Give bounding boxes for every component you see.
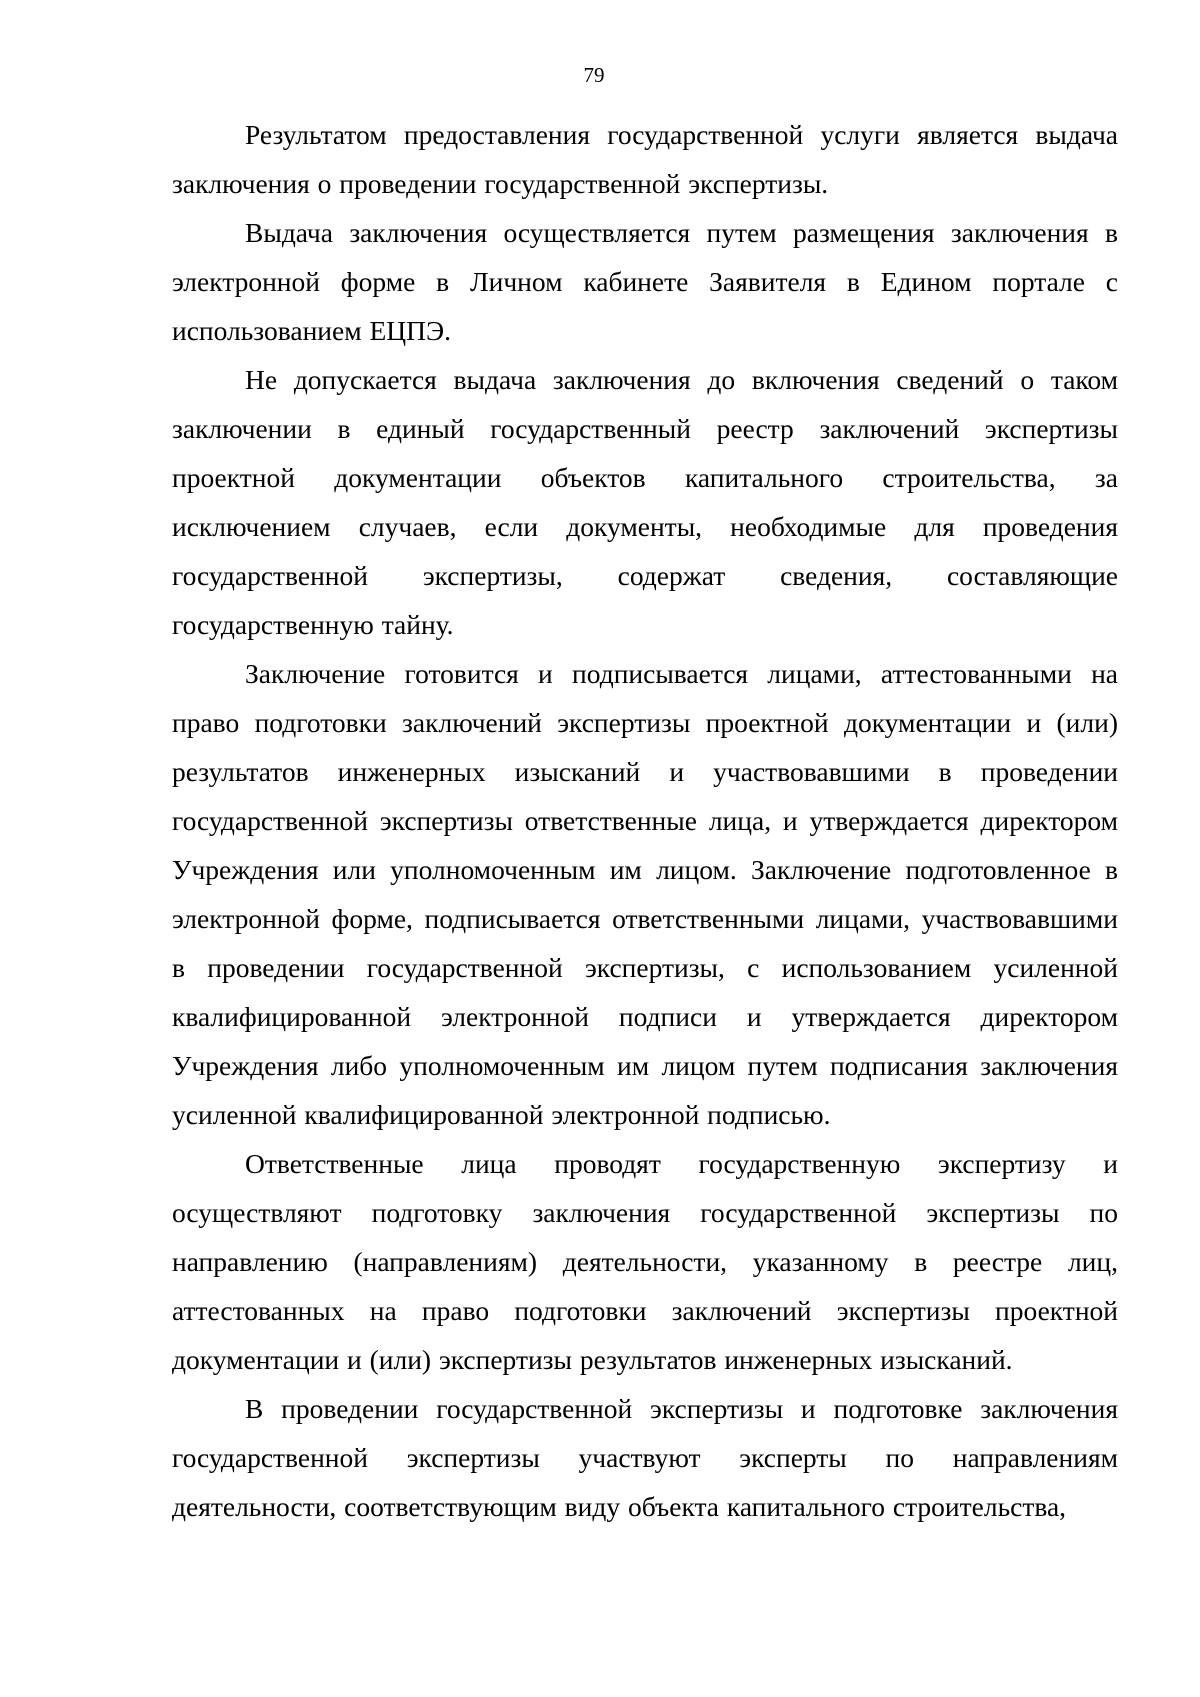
paragraph-issuance: Выдача заключения осуществляется путем размещения заключения в электронной форме в Личном кабинете Заявителя в Едином портале с использованием ЕЦПЭ.	[172, 217, 1118, 346]
paragraph-responsible-persons: Ответственные лица проводят государственную экспертизу и осуществляют подготовку заключения государственной экспертизы по направлению (направлениям) деятельности, указанному в реестре лиц, аттестованных на право подготовки заключений экспертизы проектной документации и (или) экспертизы результатов инженерных изысканий.	[172, 1148, 1118, 1375]
document-body	[172, 110, 1118, 1531]
page-number: 79	[583, 63, 605, 87]
paragraph-signing: Заключение готовится и подписывается лицами, аттестованными на право подготовки заключений экспертизы проектной документации и (или) результатов инженерных изысканий и участвовавшими в проведении государственной экспертизы ответственные лица, и утверждается директором Учреждения или уполномоченным им лицом. Заключение подготовленное в электронной форме, подписывается ответственными лицами, участвовавшими в проведении государственной экспертизы, с использованием усиленной квалифицированной электронной подписи и утверждается директором Учреждения либо уполномоченным им лицом путем подписания заключения усиленной квалифицированной электронной подписью.	[172, 658, 1118, 1130]
paragraph-result: Результатом предоставления государственной услуги является выдача заключения о проведении государственной экспертизы.	[172, 119, 1118, 199]
paragraph-registry-restriction: Не допускается выдача заключения до включения сведений о таком заключении в единый государственный реестр заключений экспертизы проектной документации объектов капитального строительства, за исключением случаев, если документы, необходимые для проведения государственной экспертизы, содержат сведения, составляющие государственную тайну.	[172, 364, 1118, 640]
paragraph-experts: В проведении государственной экспертизы и подготовке заключения государственной экспертизы участвуют эксперты по направлениям деятельности, соответствующим виду объекта капитального строительства,	[172, 1393, 1118, 1522]
